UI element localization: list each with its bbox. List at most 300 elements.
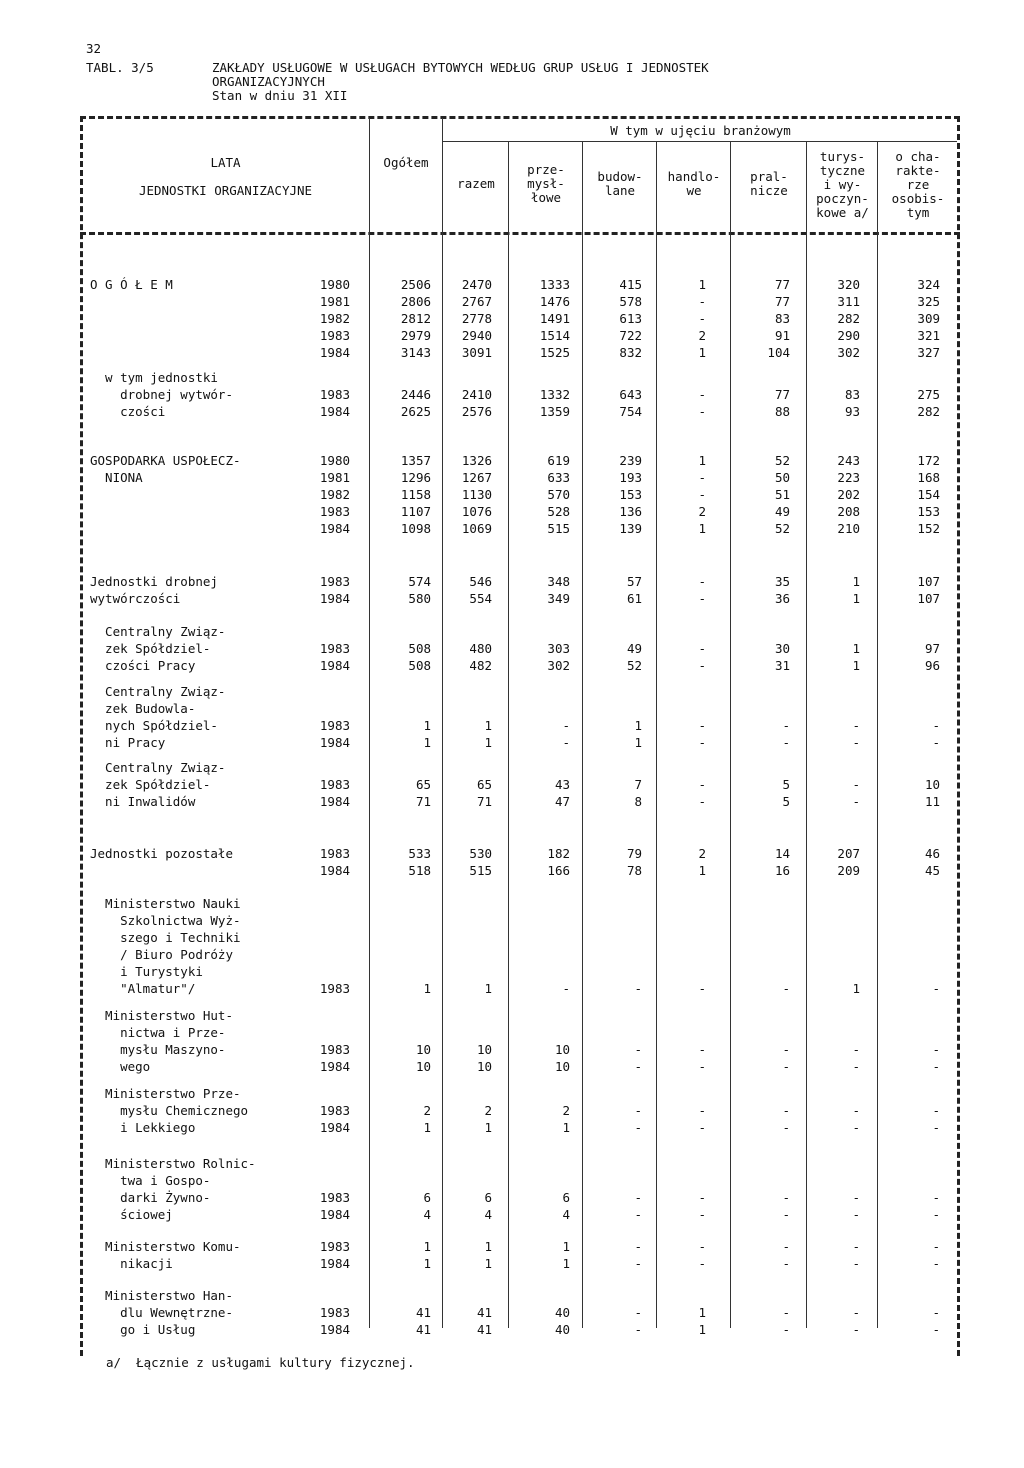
table-cell: 1 xyxy=(423,981,431,996)
row-year: 1984 xyxy=(319,591,350,606)
table-cell: 45 xyxy=(924,863,940,878)
table-row xyxy=(0,386,1024,403)
row-year: 1983 xyxy=(319,981,350,996)
row-label: Ministerstwo Han- xyxy=(90,1288,233,1303)
table-cell: 3143 xyxy=(400,345,431,360)
table-cell: - xyxy=(932,1305,940,1320)
table-row xyxy=(0,344,1024,361)
table-row xyxy=(0,946,1024,963)
table-cell: 325 xyxy=(917,294,940,309)
table-cell: - xyxy=(932,1207,940,1222)
table-cell: - xyxy=(782,1207,790,1222)
table-cell: 136 xyxy=(619,504,642,519)
table-cell: 1069 xyxy=(461,521,492,536)
table-row xyxy=(0,683,1024,700)
table-cell: 243 xyxy=(837,453,860,468)
table-row xyxy=(0,1321,1024,1338)
table-cell: - xyxy=(782,1103,790,1118)
table-cell: 139 xyxy=(619,521,642,536)
row-label: mysłu Chemicznego xyxy=(90,1103,249,1118)
table-cell: 508 xyxy=(408,641,431,656)
table-row xyxy=(0,1085,1024,1102)
table-cell: 10 xyxy=(554,1042,570,1057)
table-cell: - xyxy=(634,1322,642,1337)
table-cell: 78 xyxy=(626,863,642,878)
row-label: / Biuro Podróży xyxy=(90,947,233,962)
table-row xyxy=(0,486,1024,503)
row-year: 1984 xyxy=(319,1120,350,1135)
table-id: TABL. 3/5 xyxy=(86,60,154,75)
table-cell: 1 xyxy=(852,981,860,996)
table-cell: 1 xyxy=(852,641,860,656)
table-cell: 3091 xyxy=(461,345,492,360)
table-cell: 172 xyxy=(917,453,940,468)
table-cell: 1267 xyxy=(461,470,492,485)
table-row xyxy=(0,293,1024,310)
table-cell: 633 xyxy=(547,470,570,485)
table-cell: 282 xyxy=(917,404,940,419)
table-cell: 11 xyxy=(924,794,940,809)
row-year: 1984 xyxy=(319,521,350,536)
row-label: Ministerstwo Hut- xyxy=(90,1008,233,1023)
row-label: Centralny Związ- xyxy=(90,760,226,775)
table-cell: 50 xyxy=(774,470,790,485)
row-label: GOSPODARKA USPOŁECZ- xyxy=(90,453,241,468)
row-label: i Lekkiego xyxy=(90,1120,196,1135)
table-cell: 2940 xyxy=(461,328,492,343)
table-row xyxy=(0,845,1024,862)
table-cell: 77 xyxy=(774,387,790,402)
table-cell: - xyxy=(634,981,642,996)
table-cell: 209 xyxy=(837,863,860,878)
row-year: 1983 xyxy=(319,846,350,861)
row-label: darki Żywno- xyxy=(90,1190,211,1205)
table-cell: 1 xyxy=(698,521,706,536)
header-border xyxy=(80,232,960,235)
table-cell: 2576 xyxy=(461,404,492,419)
row-year: 1984 xyxy=(319,404,350,419)
table-cell: 10 xyxy=(476,1042,492,1057)
table-cell: 2625 xyxy=(400,404,431,419)
table-cell: 79 xyxy=(626,846,642,861)
table-cell: 1 xyxy=(423,718,431,733)
table-cell: - xyxy=(932,735,940,750)
table-cell: - xyxy=(698,658,706,673)
table-cell: 2 xyxy=(484,1103,492,1118)
table-cell: 4 xyxy=(484,1207,492,1222)
table-row xyxy=(0,452,1024,469)
table-cell: 52 xyxy=(774,521,790,536)
table-cell: - xyxy=(698,387,706,402)
table-cell: 7 xyxy=(634,777,642,792)
table-cell: 41 xyxy=(476,1322,492,1337)
table-cell: 275 xyxy=(917,387,940,402)
table-cell: 30 xyxy=(774,641,790,656)
table-cell: - xyxy=(852,1305,860,1320)
table-cell: 1 xyxy=(484,981,492,996)
row-year: 1983 xyxy=(319,574,350,589)
table-cell: 1107 xyxy=(400,504,431,519)
table-row xyxy=(0,369,1024,386)
table-row xyxy=(0,980,1024,997)
row-label: dlu Wewnętrzne- xyxy=(90,1305,233,1320)
table-cell: - xyxy=(698,735,706,750)
table-cell: 1 xyxy=(698,453,706,468)
table-cell: - xyxy=(698,981,706,996)
row-year: 1983 xyxy=(319,718,350,733)
table-cell: 1 xyxy=(634,718,642,733)
footnote: a/ Łącznie z usługami kultury fizycznej. xyxy=(106,1355,415,1370)
table-cell: - xyxy=(782,718,790,733)
table-title-line2: ORGANIZACYJNYCH xyxy=(212,74,325,89)
table-cell: 65 xyxy=(415,777,431,792)
table-cell: - xyxy=(634,1256,642,1271)
row-label: zek Spółdziel- xyxy=(90,777,211,792)
column-header-stub: LATA JEDNOSTKI ORGANIZACYJNE xyxy=(138,155,313,198)
table-row xyxy=(0,1172,1024,1189)
table-cell: - xyxy=(634,1103,642,1118)
table-row xyxy=(0,776,1024,793)
table-row xyxy=(0,1007,1024,1024)
table-cell: - xyxy=(852,1059,860,1074)
column-header-handlowe: handlo- we xyxy=(667,169,721,198)
table-row xyxy=(0,1255,1024,1272)
table-cell: - xyxy=(562,981,570,996)
table-cell: - xyxy=(852,1103,860,1118)
table-cell: 303 xyxy=(547,641,570,656)
table-cell: 1130 xyxy=(461,487,492,502)
table-cell: 239 xyxy=(619,453,642,468)
table-row xyxy=(0,963,1024,980)
table-title-line1: ZAKŁADY USŁUGOWE W USŁUGACH BYTOWYCH WEDŁUG GRUP USŁUG I JEDNOSTEK xyxy=(212,60,709,75)
table-cell: 10 xyxy=(924,777,940,792)
table-cell: 52 xyxy=(774,453,790,468)
table-cell: 1514 xyxy=(539,328,570,343)
table-cell: - xyxy=(698,641,706,656)
table-cell: - xyxy=(852,735,860,750)
row-label: w tym jednostki xyxy=(90,370,218,385)
table-row xyxy=(0,929,1024,946)
table-cell: - xyxy=(932,1322,940,1337)
table-row xyxy=(0,1189,1024,1206)
table-cell: 480 xyxy=(469,641,492,656)
table-cell: 349 xyxy=(547,591,570,606)
table-cell: - xyxy=(782,1190,790,1205)
row-year: 1984 xyxy=(319,1207,350,1222)
table-cell: 35 xyxy=(774,574,790,589)
table-row xyxy=(0,1155,1024,1172)
table-cell: - xyxy=(634,1120,642,1135)
table-cell: 1332 xyxy=(539,387,570,402)
table-cell: - xyxy=(932,1190,940,1205)
table-cell: 832 xyxy=(619,345,642,360)
table-cell: - xyxy=(698,777,706,792)
table-cell: 1326 xyxy=(461,453,492,468)
table-cell: - xyxy=(782,1239,790,1254)
table-row xyxy=(0,590,1024,607)
table-cell: - xyxy=(698,718,706,733)
table-cell: - xyxy=(932,1042,940,1057)
table-cell: - xyxy=(562,718,570,733)
table-cell: 482 xyxy=(469,658,492,673)
table-cell: 52 xyxy=(626,658,642,673)
table-cell: 1296 xyxy=(400,470,431,485)
table-cell: 6 xyxy=(484,1190,492,1205)
table-cell: 580 xyxy=(408,591,431,606)
table-cell: 6 xyxy=(423,1190,431,1205)
table-cell: 10 xyxy=(554,1059,570,1074)
table-cell: 1 xyxy=(698,863,706,878)
table-row xyxy=(0,1024,1024,1041)
table-cell: 182 xyxy=(547,846,570,861)
table-cell: 302 xyxy=(547,658,570,673)
row-year: 1983 xyxy=(319,1042,350,1057)
row-label: nictwa i Prze- xyxy=(90,1025,226,1040)
row-label: NIONA xyxy=(90,470,143,485)
table-cell: 1 xyxy=(698,1322,706,1337)
column-header-osobistym: o cha- rakte- rze osobis- tym xyxy=(891,149,945,220)
top-border xyxy=(80,116,960,119)
table-cell: 166 xyxy=(547,863,570,878)
table-cell: - xyxy=(634,1059,642,1074)
row-label: wego xyxy=(90,1059,151,1074)
table-cell: 91 xyxy=(774,328,790,343)
table-cell: 1158 xyxy=(400,487,431,502)
table-cell: 1 xyxy=(423,1120,431,1135)
row-label: drobnej wytwór- xyxy=(90,387,233,402)
table-cell: 1 xyxy=(562,1256,570,1271)
table-cell: 41 xyxy=(476,1305,492,1320)
row-year: 1983 xyxy=(319,328,350,343)
table-cell: 1 xyxy=(852,591,860,606)
table-cell: - xyxy=(698,1103,706,1118)
table-cell: - xyxy=(782,1059,790,1074)
table-row xyxy=(0,503,1024,520)
table-cell: 1 xyxy=(698,345,706,360)
table-row xyxy=(0,403,1024,420)
row-year: 1981 xyxy=(319,470,350,485)
table-cell: 107 xyxy=(917,574,940,589)
table-cell: 1076 xyxy=(461,504,492,519)
table-cell: 2806 xyxy=(400,294,431,309)
table-cell: - xyxy=(698,404,706,419)
table-cell: 88 xyxy=(774,404,790,419)
table-cell: - xyxy=(634,1042,642,1057)
table-cell: 83 xyxy=(774,311,790,326)
table-cell: - xyxy=(698,574,706,589)
table-row xyxy=(0,759,1024,776)
table-cell: - xyxy=(932,1239,940,1254)
table-cell: - xyxy=(782,735,790,750)
column-header-przemyslowe: prze- mysł- łowe xyxy=(527,162,565,205)
table-cell: - xyxy=(698,1042,706,1057)
table-cell: - xyxy=(698,1256,706,1271)
table-cell: 554 xyxy=(469,591,492,606)
table-cell: 530 xyxy=(469,846,492,861)
row-year: 1984 xyxy=(319,794,350,809)
column-header-budowlane: budow- lane xyxy=(597,169,643,198)
table-cell: 348 xyxy=(547,574,570,589)
column-header-razem: razem xyxy=(457,176,495,191)
row-label: Ministerstwo Prze- xyxy=(90,1086,241,1101)
table-cell: 57 xyxy=(626,574,642,589)
row-year: 1982 xyxy=(319,487,350,502)
table-cell: 546 xyxy=(469,574,492,589)
table-cell: 327 xyxy=(917,345,940,360)
table-cell: 1 xyxy=(484,1239,492,1254)
row-label: Centralny Związ- xyxy=(90,684,226,699)
table-cell: 193 xyxy=(619,470,642,485)
table-cell: 47 xyxy=(554,794,570,809)
table-cell: 1 xyxy=(484,1256,492,1271)
table-cell: - xyxy=(698,794,706,809)
table-row xyxy=(0,520,1024,537)
table-cell: 528 xyxy=(547,504,570,519)
table-cell: - xyxy=(698,1207,706,1222)
row-year: 1984 xyxy=(319,735,350,750)
table-cell: - xyxy=(634,1305,642,1320)
table-cell: 1 xyxy=(484,1120,492,1135)
table-row xyxy=(0,912,1024,929)
table-cell: 1357 xyxy=(400,453,431,468)
table-cell: 574 xyxy=(408,574,431,589)
table-cell: 2 xyxy=(698,328,706,343)
table-cell: 2 xyxy=(698,846,706,861)
table-cell: - xyxy=(932,1103,940,1118)
column-header-total: Ogółem xyxy=(383,155,429,170)
table-cell: 1333 xyxy=(539,277,570,292)
row-label: zek Budowla- xyxy=(90,701,196,716)
table-cell: 202 xyxy=(837,487,860,502)
row-label: nikacji xyxy=(90,1256,173,1271)
table-cell: - xyxy=(634,1207,642,1222)
table-cell: 46 xyxy=(924,846,940,861)
table-cell: - xyxy=(634,1239,642,1254)
table-cell: 36 xyxy=(774,591,790,606)
table-cell: 8 xyxy=(634,794,642,809)
table-cell: 154 xyxy=(917,487,940,502)
table-cell: 508 xyxy=(408,658,431,673)
table-cell: - xyxy=(698,1059,706,1074)
table-cell: 2 xyxy=(423,1103,431,1118)
table-cell: 10 xyxy=(415,1059,431,1074)
row-label: szego i Techniki xyxy=(90,930,241,945)
table-cell: 4 xyxy=(562,1207,570,1222)
table-row xyxy=(0,717,1024,734)
table-cell: 5 xyxy=(782,777,790,792)
table-cell: 1 xyxy=(484,735,492,750)
row-label: i Turystyki xyxy=(90,964,203,979)
table-cell: 1 xyxy=(423,735,431,750)
table-cell: 2 xyxy=(698,504,706,519)
table-cell: - xyxy=(698,487,706,502)
row-label: Ministerstwo Komu- xyxy=(90,1239,241,1254)
table-cell: 309 xyxy=(917,311,940,326)
table-cell: 515 xyxy=(469,863,492,878)
table-row xyxy=(0,1287,1024,1304)
table-cell: 49 xyxy=(774,504,790,519)
table-cell: 1359 xyxy=(539,404,570,419)
row-label: go i Usług xyxy=(90,1322,196,1337)
table-cell: 282 xyxy=(837,311,860,326)
row-year: 1980 xyxy=(319,453,350,468)
table-cell: 324 xyxy=(917,277,940,292)
table-cell: - xyxy=(852,794,860,809)
table-cell: - xyxy=(932,718,940,733)
table-row xyxy=(0,793,1024,810)
table-cell: - xyxy=(852,1120,860,1135)
table-cell: 311 xyxy=(837,294,860,309)
table-cell: 533 xyxy=(408,846,431,861)
table-row xyxy=(0,1102,1024,1119)
table-row xyxy=(0,1119,1024,1136)
row-year: 1980 xyxy=(319,277,350,292)
table-cell: - xyxy=(634,1190,642,1205)
table-cell: 207 xyxy=(837,846,860,861)
table-cell: 65 xyxy=(476,777,492,792)
table-cell: 613 xyxy=(619,311,642,326)
table-cell: 2812 xyxy=(400,311,431,326)
table-cell: - xyxy=(852,1042,860,1057)
table-cell: 223 xyxy=(837,470,860,485)
table-cell: - xyxy=(698,1120,706,1135)
table-cell: 5 xyxy=(782,794,790,809)
column-header-turystyczne: turys- tyczne i wy- poczyn- kowe a/ xyxy=(816,149,869,220)
table-cell: 518 xyxy=(408,863,431,878)
row-label: zek Spółdziel- xyxy=(90,641,211,656)
table-cell: 321 xyxy=(917,328,940,343)
row-label: czości xyxy=(90,404,166,419)
table-row xyxy=(0,895,1024,912)
table-cell: 71 xyxy=(415,794,431,809)
table-row xyxy=(0,700,1024,717)
table-row xyxy=(0,1058,1024,1075)
table-cell: 40 xyxy=(554,1305,570,1320)
table-cell: 1098 xyxy=(400,521,431,536)
row-label: Jednostki drobnej xyxy=(90,574,218,589)
table-cell: 2979 xyxy=(400,328,431,343)
table-cell: 168 xyxy=(917,470,940,485)
table-row xyxy=(0,1041,1024,1058)
table-cell: - xyxy=(852,1256,860,1271)
table-cell: 619 xyxy=(547,453,570,468)
table-cell: 104 xyxy=(767,345,790,360)
table-row xyxy=(0,734,1024,751)
table-cell: 71 xyxy=(476,794,492,809)
row-label: Ministerstwo Nauki xyxy=(90,896,241,911)
table-cell: 2506 xyxy=(400,277,431,292)
table-cell: 1 xyxy=(484,718,492,733)
table-cell: 2470 xyxy=(461,277,492,292)
table-row xyxy=(0,573,1024,590)
table-cell: 754 xyxy=(619,404,642,419)
table-row xyxy=(0,1238,1024,1255)
row-year: 1983 xyxy=(319,1190,350,1205)
table-cell: 1 xyxy=(852,574,860,589)
table-title-line3: Stan w dniu 31 XII xyxy=(212,88,348,103)
table-row xyxy=(0,623,1024,640)
row-label: O G Ó Ł E M xyxy=(90,277,173,292)
row-year: 1984 xyxy=(319,863,350,878)
page-number: 32 xyxy=(86,41,102,56)
table-cell: 2767 xyxy=(461,294,492,309)
table-cell: 10 xyxy=(476,1059,492,1074)
table-cell: - xyxy=(698,1239,706,1254)
row-year: 1983 xyxy=(319,1239,350,1254)
row-label: czości Pracy xyxy=(90,658,196,673)
table-cell: - xyxy=(698,311,706,326)
row-year: 1984 xyxy=(319,1059,350,1074)
